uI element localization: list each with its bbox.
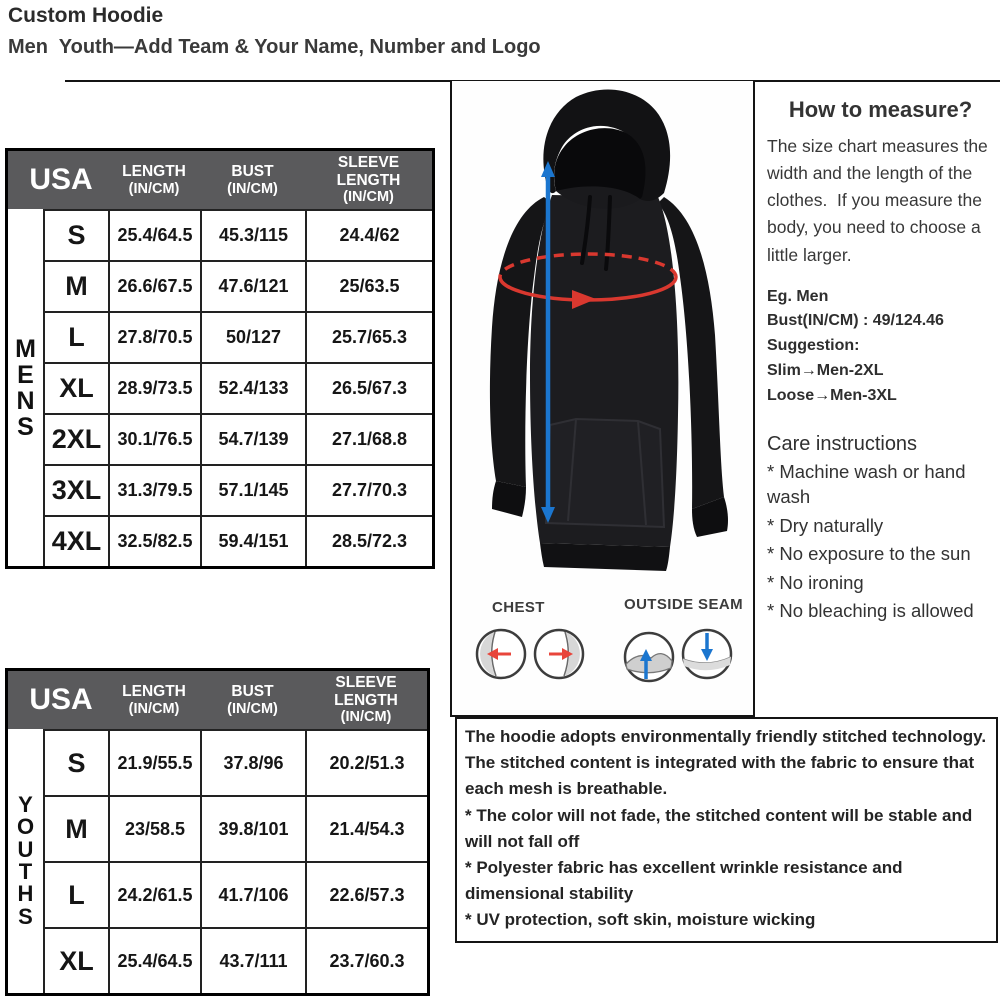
youths-group-label	[8, 729, 45, 993]
size-cell: M	[45, 797, 110, 861]
bust-cell: 54.7/139	[202, 415, 307, 464]
size-cell: L	[45, 313, 110, 362]
chest-label: CHEST	[492, 599, 545, 616]
sleeve-header-label: SLEEVE LENGTH	[334, 673, 398, 709]
size-cell: XL	[45, 364, 110, 413]
sleeve-header-cell	[305, 674, 427, 726]
size-cell: S	[45, 211, 110, 260]
table-body	[8, 729, 427, 993]
bust-cell: 52.4/133	[202, 364, 307, 413]
size-table-row	[45, 795, 427, 861]
table-header-row	[8, 671, 427, 729]
page-subtitle: Men Youth—Add Team & Your Name, Number and Logo	[8, 36, 541, 58]
length-cell: 32.5/82.5	[110, 517, 202, 566]
bust-header-cell	[200, 163, 305, 197]
hoodie-illustration	[452, 85, 757, 590]
bust-cell: 59.4/151	[202, 517, 307, 566]
sleeve-cell: 22.6/57.3	[329, 884, 405, 905]
bust-header-cell	[200, 683, 305, 717]
outside-seam-label: OUTSIDE SEAM	[624, 596, 743, 613]
group-label-letter: T	[18, 859, 33, 884]
size-cell: M	[45, 262, 110, 311]
size-cell: 4XL	[45, 517, 110, 566]
outside-seam-up-icon	[622, 630, 676, 684]
table-header-row	[8, 151, 432, 209]
group-label-letter: N	[16, 386, 35, 415]
bust-header-unit: (IN/CM)	[227, 700, 278, 717]
bust-cell: 39.8/101	[202, 797, 307, 861]
page-title: Custom Hoodie	[8, 4, 164, 27]
length-cell: 27.8/70.5	[110, 313, 202, 362]
group-label-letter: O	[16, 814, 35, 840]
care-item: * Dry naturally	[767, 514, 884, 536]
sleeve-cell: 25/63.5	[339, 276, 400, 296]
fabric-description-box	[455, 717, 998, 943]
group-label-letter: S	[17, 412, 34, 441]
group-label-letter: H	[17, 881, 34, 907]
size-table-row	[45, 311, 432, 362]
length-header-label: LENGTH	[122, 162, 186, 180]
length-header-unit: (IN/CM)	[128, 180, 180, 197]
how-to-measure-panel	[757, 81, 1000, 717]
length-cell: 28.9/73.5	[110, 364, 202, 413]
sleeve-header-label: SLEEVE LENGTH	[336, 153, 401, 189]
length-cell: 23/58.5	[110, 797, 202, 861]
length-cell: 25.4/64.5	[110, 929, 202, 993]
length-header-label: LENGTH	[122, 682, 186, 700]
size-table-row	[45, 362, 432, 413]
sleeve-cell: 26.5/67.3	[331, 378, 408, 398]
size-table-row	[45, 209, 432, 260]
size-cell: S	[45, 731, 110, 795]
example-line: Bust(IN/CM) : 49/124.46	[767, 312, 944, 330]
bust-cell: 45.3/115	[202, 211, 307, 260]
length-cell: 25.4/64.5	[110, 211, 202, 260]
length-header-cell	[108, 163, 200, 197]
description-paragraph: * The color will not fade, the stitched content will be stable and will not fall off	[465, 805, 973, 851]
bust-cell: 50/127	[202, 313, 307, 362]
bust-cell: 37.8/96	[202, 731, 307, 795]
size-table-row	[45, 515, 432, 566]
size-cell: 3XL	[45, 466, 110, 515]
bust-cell: 57.1/145	[202, 466, 307, 515]
sleeve-header-unit: (IN/CM)	[343, 189, 394, 206]
care-item: * No bleaching is allowed	[767, 600, 974, 622]
size-table-row	[45, 927, 427, 993]
length-header-unit: (IN/CM)	[128, 700, 180, 717]
description-paragraph: The hoodie adopts environmentally friendly stitched technology. The stitched content is integrated with the fabric to ensure that each mesh is breathable.	[465, 727, 987, 799]
length-cell: 24.2/61.5	[110, 863, 202, 927]
how-to-measure-heading: How to measure?	[788, 97, 973, 122]
group-label-letter: E	[17, 360, 34, 389]
group-label-letter: U	[17, 836, 34, 862]
care-item: * No ironing	[767, 571, 864, 593]
mens-rows	[45, 209, 432, 566]
usa-header-cell: USA	[29, 163, 93, 196]
usa-header-cell: USA	[29, 683, 93, 716]
group-label-letter: Y	[18, 791, 33, 817]
care-item: * No exposure to the sun	[767, 543, 971, 565]
example-line: Eg. Men	[767, 287, 829, 305]
bust-header-label: BUST	[231, 162, 274, 180]
care-instructions-heading: Care instructions	[767, 432, 918, 455]
group-label-letter: M	[15, 334, 36, 363]
bust-header-label: BUST	[231, 682, 274, 700]
example-line: Suggestion:	[767, 337, 860, 355]
size-table-row	[45, 464, 432, 515]
sleeve-cell: 25.7/65.3	[331, 327, 408, 347]
size-table-row	[45, 729, 427, 795]
sleeve-cell: 24.4/62	[339, 225, 400, 245]
description-paragraph: * UV protection, soft skin, moisture wicking	[465, 910, 816, 930]
description-paragraph: * Polyester fabric has excellent wrinkle resistance and dimensional stability	[465, 857, 903, 904]
chest-stretch-left-icon	[474, 627, 528, 681]
bust-header-unit: (IN/CM)	[227, 180, 278, 197]
size-example-block	[767, 285, 994, 409]
hoodie-panel	[450, 81, 755, 717]
youths-rows	[45, 729, 427, 993]
care-item: * Machine wash or hand wash	[767, 460, 966, 508]
size-cell: 2XL	[45, 415, 110, 464]
size-table-row	[45, 861, 427, 927]
length-header-cell	[108, 683, 200, 717]
example-line: Slim→Men-2XL	[767, 362, 884, 380]
size-table-row	[45, 413, 432, 464]
sleeve-cell: 21.4/54.3	[329, 818, 405, 839]
sleeve-cell: 28.5/72.3	[331, 531, 408, 551]
size-cell: L	[45, 863, 110, 927]
length-cell: 30.1/76.5	[110, 415, 202, 464]
sleeve-cell: 27.7/70.3	[331, 480, 408, 500]
length-cell: 21.9/55.5	[110, 731, 202, 795]
youths-size-table	[5, 668, 430, 996]
example-line: Loose→Men-3XL	[767, 386, 897, 404]
size-table-row	[45, 260, 432, 311]
outside-seam-down-icon	[680, 627, 734, 681]
bust-cell: 47.6/121	[202, 262, 307, 311]
bust-cell: 43.7/111	[202, 929, 307, 993]
how-to-measure-text: The size chart measures the width and the length of the clothes. If you measure the body, you need to choose a little larger.	[767, 136, 993, 265]
size-cell: XL	[45, 929, 110, 993]
sleeve-cell: 23.7/60.3	[329, 950, 405, 971]
sleeve-header-unit: (IN/CM)	[340, 709, 392, 726]
chest-stretch-right-icon	[532, 627, 586, 681]
mens-size-table	[5, 148, 435, 569]
mens-group-label	[8, 209, 45, 566]
length-cell: 31.3/79.5	[110, 466, 202, 515]
sleeve-cell: 20.2/51.3	[329, 752, 405, 773]
group-label-letter: S	[18, 903, 33, 929]
bust-cell: 41.7/106	[202, 863, 307, 927]
table-body	[8, 209, 432, 566]
sleeve-header-cell	[305, 154, 432, 206]
length-cell: 26.6/67.5	[110, 262, 202, 311]
sleeve-cell: 27.1/68.8	[331, 429, 408, 449]
